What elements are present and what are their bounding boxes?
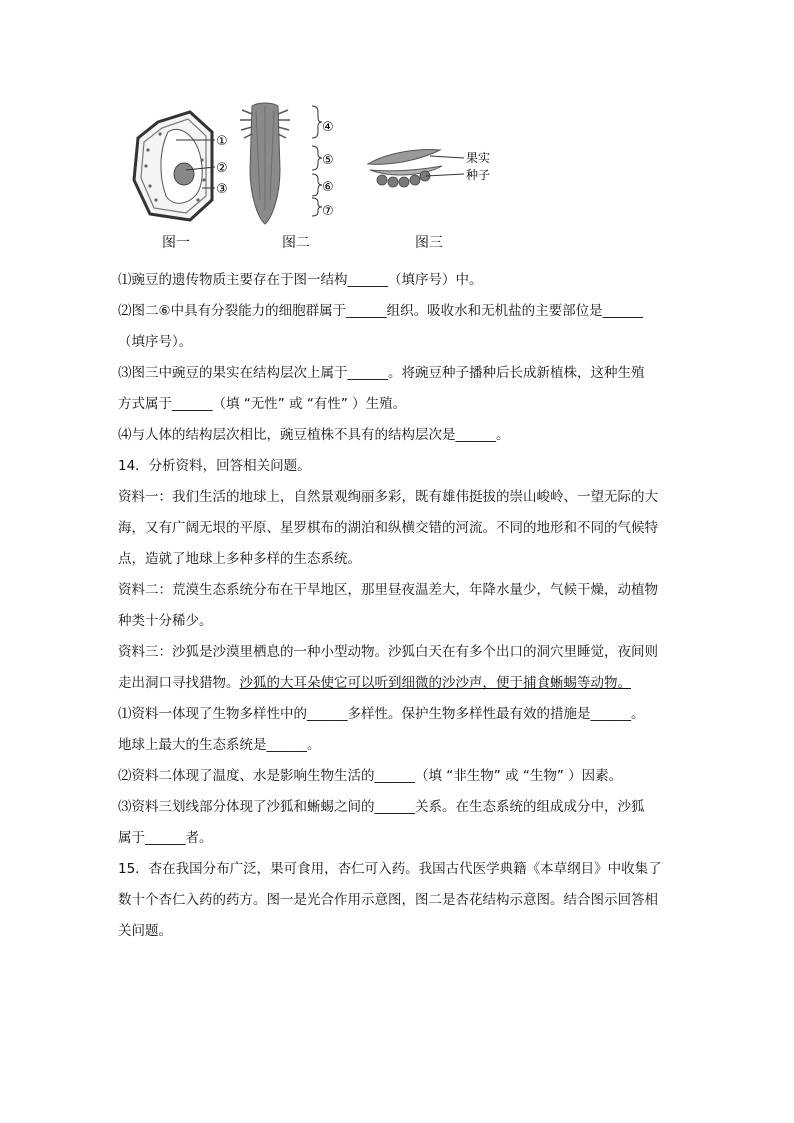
q14-material3-underlined: 沙狐的大耳朵使它可以听到细微的沙沙声，便于捕食蜥蜴等动物。 (239, 675, 631, 691)
q15-line2: 数十个杏仁入药的药方。图一是光合作用示意图，图二是杏花结构示意图。结合图示回答相 (118, 892, 658, 908)
q14-sub3-line1: ⑶资料三划线部分体现了沙狐和蜥蜴之间的______关系。在生态系统的组成成分中，沙狐 (118, 799, 645, 815)
plant-cell-diagram (134, 112, 228, 220)
q13-sub3-line1: ⑶图三中豌豆的果实在结构层次上属于______。将豌豆种子播种后长成新植株，这种生殖 (118, 365, 645, 381)
q13-sub1: ⑴豌豆的遗传物质主要存在于图一结构______（填序号）中。 (118, 272, 483, 288)
q14-material1-line3: 点，造就了地球上多种多样的生态系统。 (118, 551, 361, 567)
q14-sub1-line1: ⑴资料一体现了生物多样性中的______多样性。保护生物多样性最有效的措施是______。 (118, 706, 645, 722)
q13-block (118, 265, 678, 947)
q14-stem: 14．分析资料，回答相关问题。 (118, 458, 311, 474)
fig2-callout-4: ④ (322, 120, 334, 135)
root-tip-diagram (240, 103, 334, 224)
fig2-callout-6: ⑥ (322, 180, 334, 195)
fig1-caption: 图一 (162, 235, 190, 251)
q14-material3-plain: 走出洞口寻找猎物。 (118, 675, 240, 691)
fig2-caption: 图二 (282, 235, 310, 251)
q14-material2-line1: 资料二：荒漠生态系统分布在干旱地区，那里昼夜温差大，年降水量少，气候干燥，动植物 (118, 582, 658, 598)
q13-sub2-line1: ⑵图二⑥中具有分裂能力的细胞群属于______组织。吸收水和无机盐的主要部位是______ (118, 303, 644, 319)
q14-material3-line2 (118, 668, 678, 699)
q14-material1-line2: 海，又有广阔无垠的平原、星罗棋布的湖泊和纵横交错的河流。不同的地形和不同的气候特 (118, 520, 658, 536)
pea-pod-diagram (368, 150, 490, 187)
q15-line1: 15．杏在我国分布广泛，果可食用，杏仁可入药。我国古代医学典籍《本草纲目》中收集了 (118, 861, 662, 877)
q15-line3: 关问题。 (118, 923, 172, 939)
q14-material2-line2: 种类十分稀少。 (118, 613, 213, 629)
fig3-label-fruit: 果实 (466, 151, 491, 165)
q14-sub3-line2: 属于______者。 (118, 830, 213, 846)
fig2-callout-7: ⑦ (322, 204, 334, 219)
fig3-caption: 图三 (415, 235, 443, 251)
q14-material1-line1: 资料一：我们生活的地球上，自然景观绚丽多彩，既有雄伟挺拔的崇山峻岭、一望无际的大 (118, 489, 658, 505)
q14-sub2: ⑵资料二体现了温度、水是影响生物生活的______（填 “非生物” 或 “生物” ）因素。 (118, 768, 623, 784)
fig3-label-seed: 种子 (466, 168, 491, 182)
fig1-callout-3: ③ (216, 182, 228, 197)
q13-sub3-line2: 方式属于______（填 “无性” 或 “有性” ）生殖。 (118, 396, 407, 412)
fig1-callout-1: ① (216, 134, 228, 149)
fig1-callout-2: ② (216, 161, 228, 176)
figures-svg (120, 100, 640, 240)
fig2-callout-5: ⑤ (322, 153, 334, 168)
figure-row (120, 100, 640, 260)
q14-sub1-line2: 地球上最大的生态系统是______。 (118, 737, 321, 753)
q14-material3-line1: 资料三：沙狐是沙漠里栖息的一种小型动物。沙狐白天在有多个出口的洞穴里睡觉，夜间则 (118, 644, 658, 660)
q13-sub4: ⑷与人体的结构层次相比，豌豆植株不具有的结构层次是______。 (118, 427, 510, 443)
q13-sub2-line2: （填序号）。 (118, 334, 193, 350)
